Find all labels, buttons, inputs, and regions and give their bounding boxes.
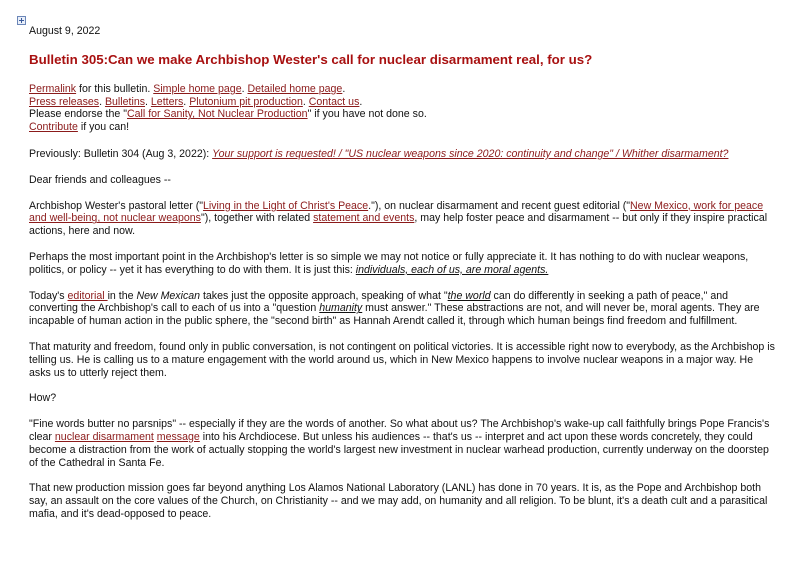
permalink-text: for this bulletin.: [76, 82, 154, 95]
moral-agents-emphasis: individuals, each of us, are moral agents.: [355, 263, 549, 276]
guest-editorial-link[interactable]: New Mexico, work for peace and well-being, not nuclear weapons: [29, 199, 764, 225]
nuclear-disarmament-link[interactable]: nuclear disarmament: [54, 430, 154, 443]
the-world-emphasis: the world: [447, 289, 491, 302]
humanity-emphasis: humanity: [319, 302, 363, 315]
bulletin-date: August 9, 2022: [29, 25, 101, 37]
bulletin-content: [29, 25, 777, 521]
statement-events-link[interactable]: statement and events: [313, 212, 415, 225]
paragraph-5: "Fine words butter no parsnips" -- especially if they are the words of another. So what about us? The Archbishop's wake-up call faithfully brings Pope Francis's clear nuclear disarmament message into his Archdiocese. But unless his audiences -- that's us -- interpret and act upon these words concretely, they could become a distraction from the work of actually stopping the world's largest new investment in nuclear warhead production, currently underway on the doorstep of the Cathedral in Santa Fe.: [29, 418, 770, 469]
letters-link[interactable]: Letters: [150, 95, 184, 108]
message-link[interactable]: message: [156, 430, 200, 443]
editorial-link[interactable]: editorial: [67, 289, 108, 302]
page-title: Bulletin 305:Can we make Archbishop Wester's call for nuclear disarmament real, for us?: [29, 51, 593, 67]
contribute-link[interactable]: Contribute: [29, 121, 78, 134]
paragraph-6: That new production mission goes far beyond anything Los Alamos National Laboratory (LANL) has done in 70 years. It is, as the Pope and Archbishop both say, an assault on the core values of the Church, on Christianity -- and we may add, on humanity and all religion. To be blunt, it's a death cult and a parasitical mafia, and it's dead-opposed to peace.: [29, 482, 768, 520]
previous-bulletin-link[interactable]: Your support is requested! / "US nuclear weapons since 2020: continuity and change" / Whither disarmament?: [212, 147, 729, 160]
press-releases-link[interactable]: Press releases: [29, 95, 100, 108]
endorse-tail: " if you have not done so.: [307, 108, 427, 121]
previous-bulletin: Previously: Bulletin 304 (Aug 3, 2022): Your support is requested! / "US nuclear weapons since 2020: continuity and change" / Whither disarmament?: [29, 147, 729, 160]
pit-production-link[interactable]: Plutonium pit production: [189, 95, 303, 108]
detailed-home-link[interactable]: Detailed home page: [247, 82, 343, 95]
simple-home-link[interactable]: Simple home page: [153, 82, 242, 95]
endorse-text: Please endorse the ": [29, 108, 127, 121]
paragraph-1: Archbishop Wester's pastoral letter ("Living in the Light of Christ's Peace."), on nuclear disarmament and recent guest editorial ("New Mexico, work for peace and well-being, not nuclear weapons"), together with related statement and events, may help foster peace and disarmament -- but only if they inspire practical actions, here and now.: [29, 199, 768, 238]
newspaper-name: New Mexican: [136, 289, 201, 302]
bulletins-link[interactable]: Bulletins: [104, 95, 146, 108]
greeting: Dear friends and colleagues --: [29, 173, 171, 186]
pastoral-letter-link[interactable]: Living in the Light of Christ's Peace: [202, 199, 369, 212]
paragraph-3: Today's editorial in the New Mexican takes just the opposite approach, speaking of what "the world can do differently in seeking a path of peace," and converting the Archbishop's call to each of us into a "question humanity must answer." These abstractions are not, and will never be, moral agents. They are incapable of human action in the public sphere, the "second birth" as Hannah Arendt called it, through which human beings find freedom and fulfillment.: [29, 289, 760, 328]
contact-link[interactable]: Contact us: [308, 95, 360, 108]
permalink-link[interactable]: Permalink: [29, 82, 77, 95]
nav-links: Permalink for this bulletin. Simple home page. Detailed home page. Press releases. Bulletins. Letters. Plutonium pit production. Contact us. Please endorse the "Call for Sanity, Not Nuclear Production" if you have not done so. Contribute if you can!: [29, 82, 427, 134]
paragraph-4: That maturity and freedom, found only in public conversation, is not contingent on political victories. It is accessible right now to everybody, as the Archbishop is telling us. He is calling us to a mature engagement with the world around us, which in New Mexico happens to involve nuclear weapons in a major way. He asks us to utterly reject them.: [29, 340, 775, 379]
how-heading: How?: [29, 392, 57, 405]
expand-icon[interactable]: [17, 16, 26, 25]
contribute-text: if you can!: [77, 121, 130, 134]
paragraph-2: Perhaps the most important point in the Archbishop's letter is so simple we may not notice or fully appreciate it. It has nothing to do with nuclear weapons, politics, or policy -- yet it has everything to do with them. It is just this: individuals, each of us, are moral agents.: [29, 250, 749, 276]
endorse-link[interactable]: Call for Sanity, Not Nuclear Production: [127, 108, 308, 121]
